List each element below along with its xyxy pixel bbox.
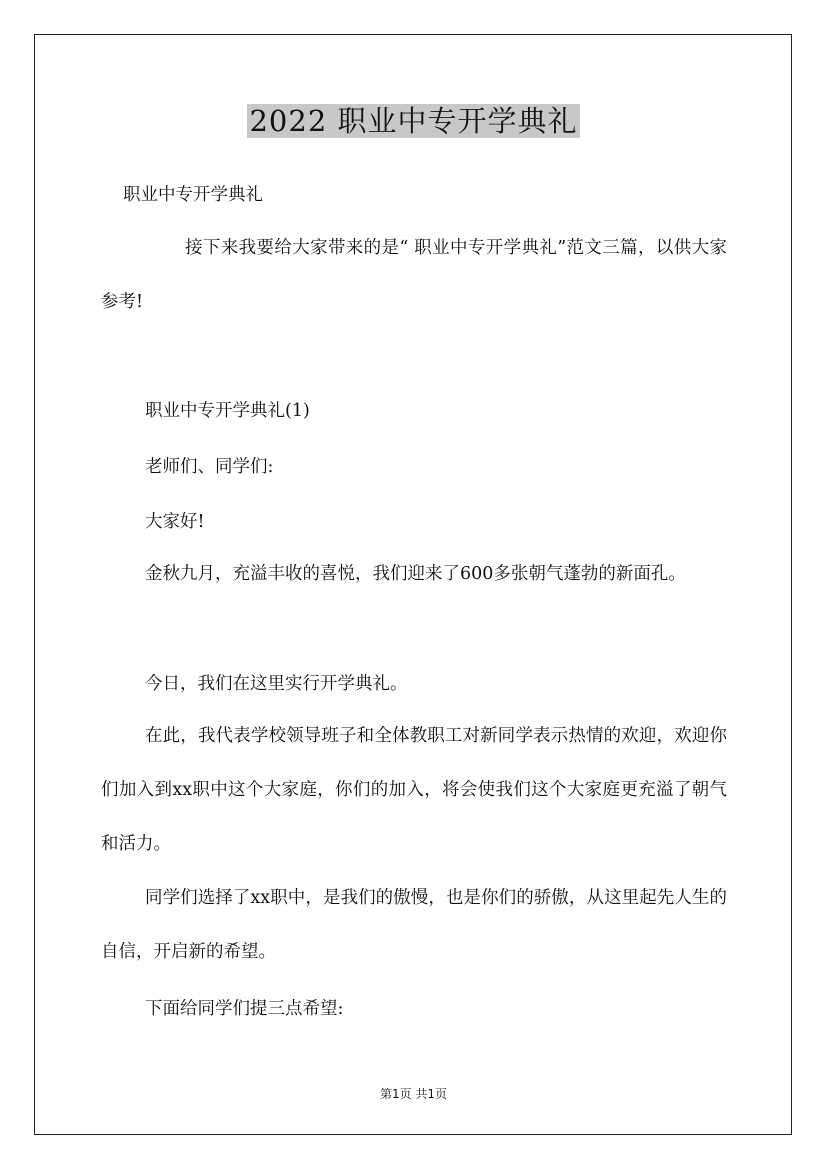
greeting: 老师们、同学们:: [145, 457, 274, 477]
subtitle: 职业中专开学典礼: [123, 185, 263, 205]
document-title-text: 2022 职业中专开学典礼: [249, 104, 578, 138]
document-title: [0, 100, 827, 142]
page-footer: 第1页 共1页: [379, 1087, 448, 1101]
section-heading: 职业中专开学典礼(1): [145, 401, 310, 421]
intro-paragraph: 接下来我要给大家带来的是“ 职业中专开学典礼”范文三篇，以供大家参考!: [101, 238, 727, 312]
hello-line: 大家好!: [145, 512, 205, 532]
paragraph-2: 今日，我们在这里实行开学典礼。: [145, 674, 408, 694]
paragraph-1: 金秋九月，充溢丰收的喜悦，我们迎来了600多张朝气蓬勃的新面孔。: [145, 564, 686, 584]
paragraph-3: 在此，我代表学校领导班子和全体教职工对新同学表示热情的欢迎，欢迎你们加入到xx职中这个大家庭，你们的加入，将会使我们这个大家庭更充溢了朝气和活力。: [101, 726, 727, 854]
paragraph-4: 同学们选择了xx职中，是我们的傲慢，也是你们的骄傲，从这里起先人生的自信，开启新的希望。: [101, 888, 727, 962]
paragraph-5: 下面给同学们提三点希望:: [145, 999, 344, 1019]
